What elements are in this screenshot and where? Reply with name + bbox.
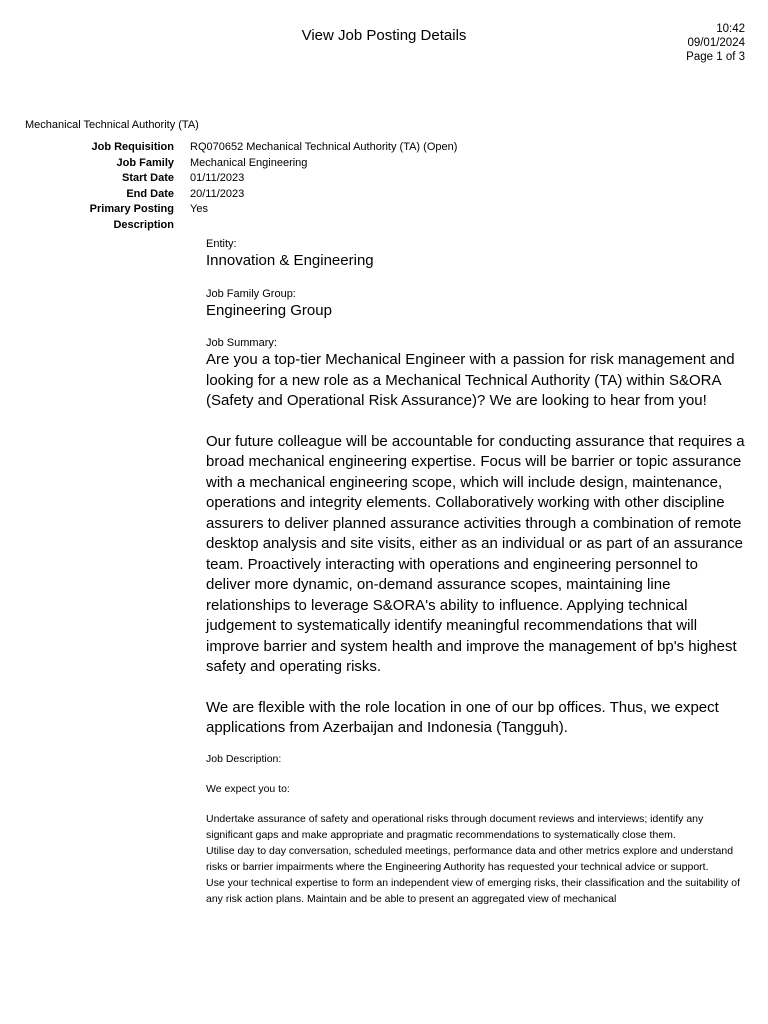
duty-item-1: Undertake assurance of safety and operational risks through document reviews and interviews; identify any significant gaps and make appropriate and pragmatic recommendations to systematically close them. xyxy=(206,812,704,841)
field-label: End Date xyxy=(126,187,174,200)
entity-value: Innovation & Engineering xyxy=(206,252,374,269)
report-time: 10:42 xyxy=(716,23,745,35)
expect-line: We expect you to: xyxy=(206,782,290,795)
field-label: Job Requisition xyxy=(91,141,174,153)
field-row-primary-posting xyxy=(0,202,768,218)
description-body xyxy=(206,237,746,907)
page-indicator: Page 1 of 3 xyxy=(686,51,745,63)
posting-fields xyxy=(0,140,768,234)
field-row-description xyxy=(0,218,768,234)
field-label: Job Family xyxy=(116,156,174,169)
report-meta xyxy=(686,22,745,64)
field-row-job-requisition xyxy=(0,140,768,156)
posting-name: Mechanical Technical Authority (TA) xyxy=(25,119,199,131)
field-label: Primary Posting xyxy=(89,203,174,216)
summary-paragraph-1: Are you a top-tier Mechanical Engineer with a passion for risk management and looking for a new role as a Mechanical Technical Authority (TA) within S&ORA (Safety and Operational Risk Assurance)? We are looking to hear from you! xyxy=(206,351,735,409)
page-title: View Job Posting Details xyxy=(301,27,467,44)
summary-paragraph-2: Our future colleague will be accountable for conducting assurance that requires a broad mechanical engineering expertise. Focus will be barrier or topic assurance with a mechanical engineering scope, which will include design, maintenance, operations and integrity elements. Collaboratively working with other discipline assurers to deliver planned assurance activities through a combination of remote desktop analysis and site visits, either as an individual or as part of an assurance team. Proactively interacting with operations and engineering personnel to deliver more dynamic, on-demand assurance scopes, maintaining line relationships to leverage S&ORA's ability to influence. Applying technical judgement to systematically identify meaningful recommendations that will improve barrier and system health and improve the management of bp's highest safety and operating risks. xyxy=(206,432,745,675)
job-description-label: Job Description: xyxy=(206,752,282,765)
duty-item-2: Utilise day to day conversation, scheduled meetings, performance data and other metrics explore and understand risks or barrier impairments where the Engineering Authority has requested your technical advice or support. xyxy=(206,844,734,873)
field-row-end-date xyxy=(0,187,768,203)
field-value xyxy=(190,218,768,234)
family-group-label: Job Family Group: xyxy=(206,287,296,300)
field-value: Yes xyxy=(190,203,208,216)
field-value: 01/11/2023 xyxy=(190,172,245,185)
summary-label: Job Summary: xyxy=(206,337,277,349)
report-date: 09/01/2024 xyxy=(687,37,745,49)
field-label: Description xyxy=(113,218,174,231)
field-row-job-family xyxy=(0,156,768,172)
field-value: 20/11/2023 xyxy=(190,187,245,200)
entity-label: Entity: xyxy=(206,238,237,250)
field-value: RQ070652 Mechanical Technical Authority (TA) (Open) xyxy=(190,141,458,153)
family-group-value: Engineering Group xyxy=(206,301,332,319)
field-label: Start Date xyxy=(122,172,174,185)
field-row-start-date xyxy=(0,171,768,187)
summary-paragraph-3: We are flexible with the role location in one of our bp offices. Thus, we expect applications from Azerbaijan and Indonesia (Tangguh). xyxy=(206,698,719,736)
duty-item-3: Use your technical expertise to form an independent view of emerging risks, their classification and the suitability of any risk action plans. Maintain and be able to present an aggregated view of mechanical xyxy=(206,876,741,905)
field-value: Mechanical Engineering xyxy=(190,156,308,169)
